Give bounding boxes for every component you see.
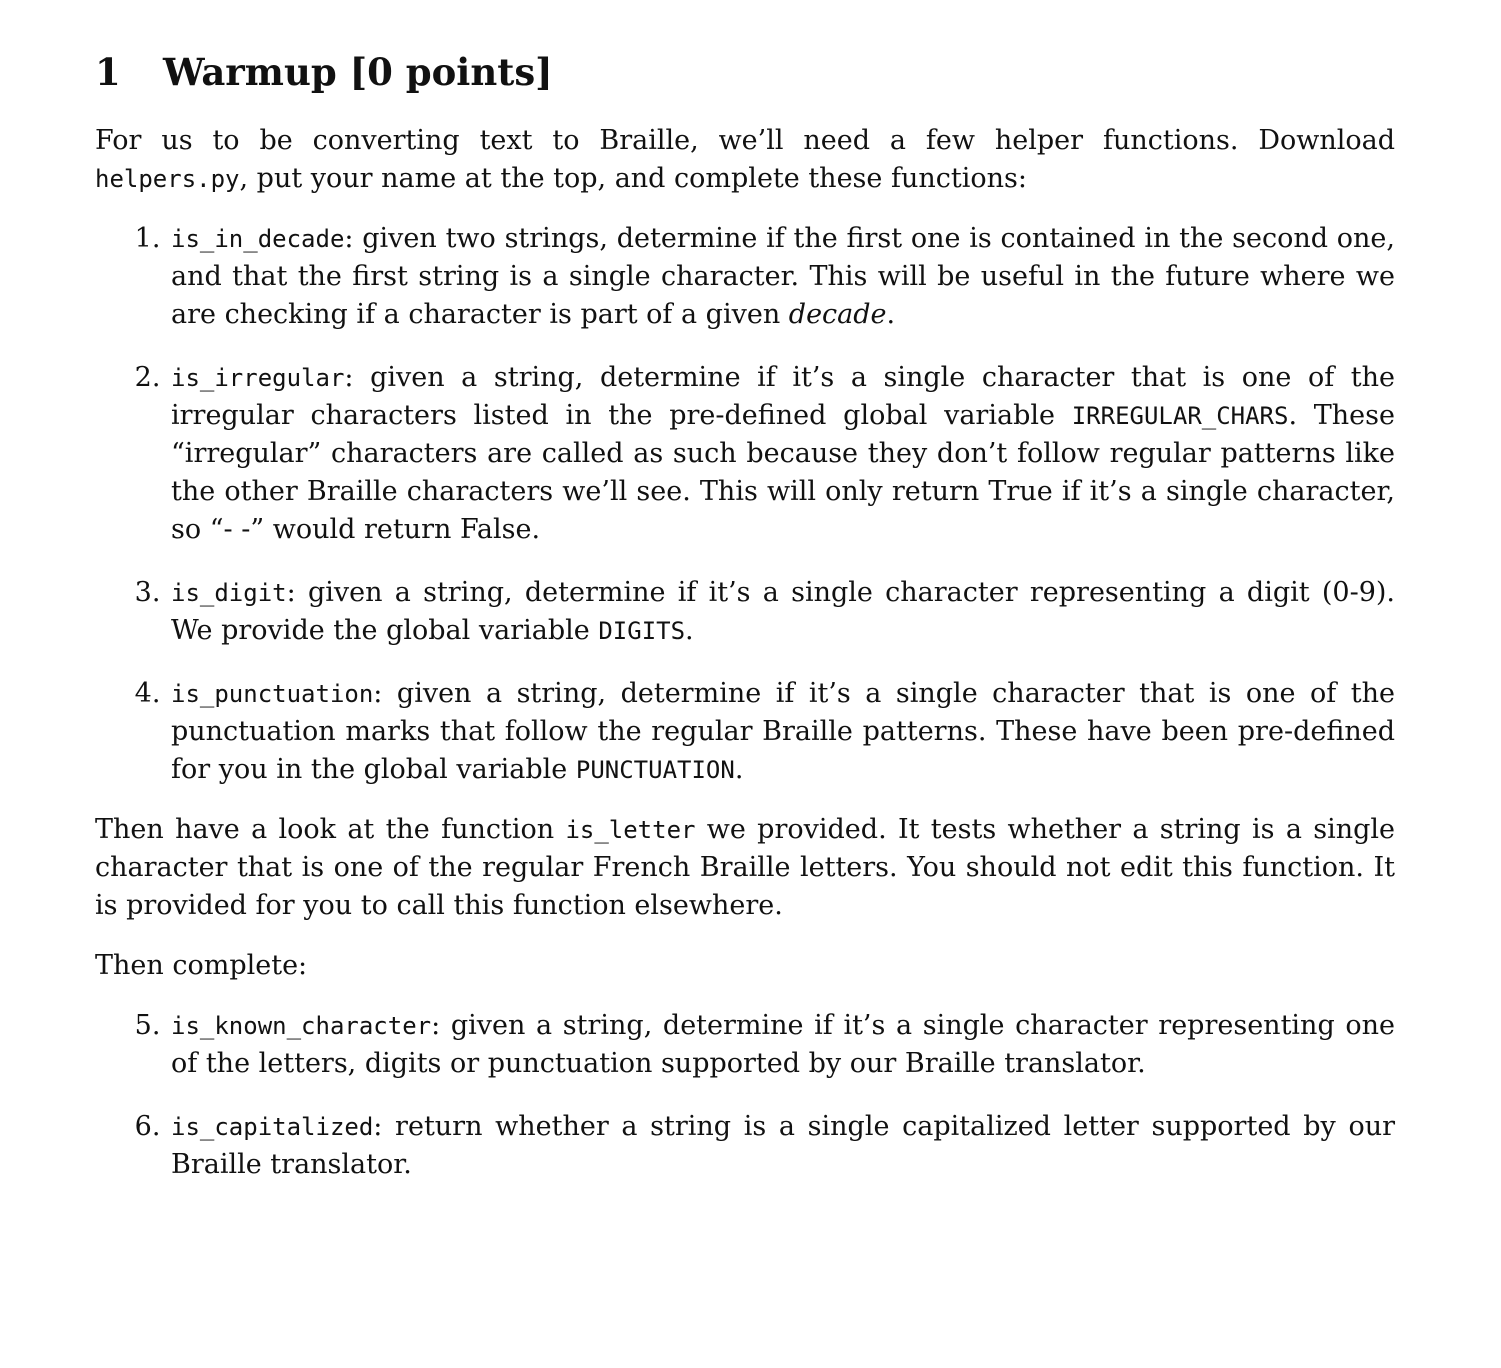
intro-paragraph (95, 122, 1395, 198)
then-complete-paragraph: Then complete: (95, 950, 308, 981)
function-list-continued (95, 1007, 1395, 1184)
item-description: : given a string, determine if it’s a single character representing a digit (0-9). We provide the global variable (171, 577, 1395, 646)
item-description: : return whether a string is a single capitalized letter supported by our Braille translator. (171, 1111, 1395, 1180)
item-description-end: . These “irregular” characters are called as such because they don’t follow regular patterns like the other Braille characters we’ll see. This will only return True if it’s a single character, so “- -” would return False. (171, 400, 1395, 545)
item-description-end: . (886, 299, 896, 330)
middle-text-before: Then have a look at the function (95, 814, 566, 845)
item-description: : given two strings, determine if the first one is contained in the second one, and that the first string is a single character. This will be useful in the future where we are checking if a character is part of a given (171, 223, 1395, 330)
middle-paragraph (95, 811, 1395, 925)
function-name: is_digit (171, 579, 287, 607)
item-description: : given a string, determine if it’s a single character that is one of the irregular characters listed in the pre-defined global variable (171, 362, 1395, 431)
list-item-is-in-decade (169, 220, 1395, 334)
function-name: is_in_decade (171, 225, 345, 253)
global-variable: IRREGULAR_CHARS (1071, 402, 1289, 430)
global-variable: DIGITS (598, 617, 686, 645)
helpers-filename: helpers.py (95, 165, 240, 193)
function-name: is_irregular (171, 364, 345, 392)
list-item-is-irregular (169, 359, 1395, 549)
item-description-end: . (685, 615, 694, 646)
function-list (95, 220, 1395, 789)
item-description: : given a string, determine if it’s a single character that is one of the punctuation marks that follow the regular Braille patterns. These have been pre-defined for you in the global variable (171, 678, 1395, 785)
function-name: is_known_character (171, 1012, 432, 1040)
item-description: : given a string, determine if it’s a single character representing one of the letters, digits or punctuation supported by our Braille translator. (171, 1010, 1395, 1079)
item-description-end: . (734, 754, 744, 785)
item-emphasis: decade (788, 299, 887, 330)
list-item-is-known-character (169, 1007, 1395, 1083)
middle-text-after: we provided. It tests whether a string is a single character that is one of the regular French Braille letters. You should not edit this function. It is provided for you to call this function elsewhere. (95, 814, 1395, 921)
function-name: is_punctuation (171, 680, 374, 708)
document-page (95, 44, 1395, 1206)
section-number: 1 (95, 50, 121, 94)
intro-text-after: , put your name at the top, and complete these functions: (239, 163, 1027, 194)
global-variable: PUNCTUATION (575, 756, 735, 784)
list-item-is-punctuation (169, 675, 1395, 789)
section-title: Warmup [0 points] (163, 50, 553, 94)
function-name: is_capitalized (171, 1113, 374, 1141)
is-letter-function: is_letter (565, 816, 696, 844)
list-item-is-digit (169, 574, 1395, 650)
section-heading (95, 44, 1395, 100)
intro-text-before: For us to be converting text to Braille, we’ll need a few helper functions. Download (95, 125, 1395, 156)
list-item-is-capitalized (169, 1108, 1395, 1184)
